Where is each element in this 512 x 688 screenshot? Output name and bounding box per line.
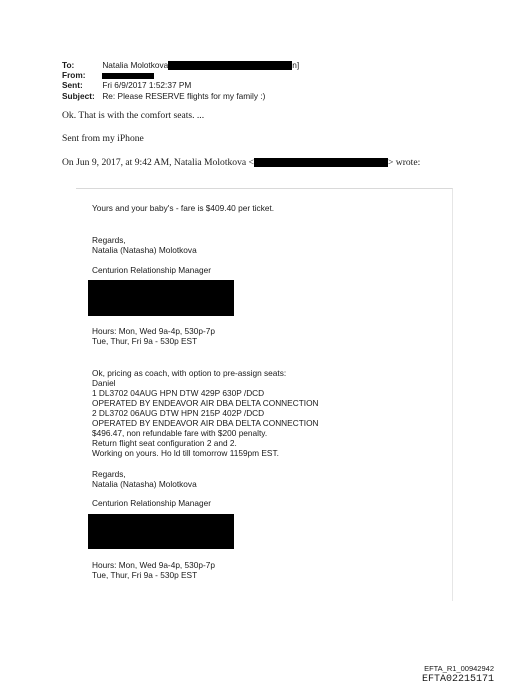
document-id: EFTA_R1_00942942 bbox=[424, 664, 494, 673]
sender-title: Centurion Relationship Manager bbox=[92, 265, 211, 275]
document-id: EFTA02215171 bbox=[421, 674, 494, 685]
quote-intro bbox=[62, 157, 420, 168]
flight-line: 2 DL3702 06AUG DTW HPN 215P 402P /DCD bbox=[92, 408, 265, 418]
to-row bbox=[62, 60, 299, 70]
to-suffix: n] bbox=[292, 60, 300, 70]
sender-name: Natalia (Natasha) Molotkova bbox=[92, 479, 197, 489]
from-row bbox=[62, 70, 299, 80]
sender-title: Centurion Relationship Manager bbox=[92, 498, 211, 508]
sent-value: Fri 6/9/2017 1:52:37 PM bbox=[102, 80, 192, 91]
hours-line: Tue, Thur, Fri 9a - 530p EST bbox=[92, 570, 198, 580]
redaction-block bbox=[168, 61, 292, 70]
signature-line: Sent from my iPhone bbox=[62, 133, 144, 144]
flight-line: 1 DL3702 04AUG HPN DTW 429P 630P /DCD bbox=[92, 388, 265, 398]
operator-line: OPERATED BY ENDEAVOR AIR DBA DELTA CONNECTION bbox=[92, 418, 319, 428]
redaction-block bbox=[102, 73, 154, 79]
subject-row bbox=[62, 91, 299, 101]
subject-value: Re: Please RESERVE flights for my family :) bbox=[102, 90, 266, 101]
price-line: $496.47, non refundable fare with $200 penalty. bbox=[92, 428, 268, 438]
hours-line: Hours: Mon, Wed 9a-4p, 530p-7p bbox=[92, 326, 215, 336]
redaction-block bbox=[88, 280, 234, 316]
reply-line: Ok. That is with the comfort seats. ... bbox=[62, 110, 205, 121]
sent-row bbox=[62, 80, 299, 90]
email-header bbox=[62, 60, 299, 101]
from-label: From: bbox=[62, 70, 86, 81]
working-line: Working on yours. Ho ld till tomorrow 1159pm EST. bbox=[92, 448, 279, 458]
subject-label: Subject: bbox=[62, 90, 95, 101]
redaction-block bbox=[254, 158, 388, 167]
to-value: Natalia Molotkova bbox=[102, 60, 169, 70]
redaction-block bbox=[88, 514, 234, 549]
pricing-line: Ok, pricing as coach, with option to pre-assign seats: bbox=[92, 368, 287, 378]
sender-name: Natalia (Natasha) Molotkova bbox=[92, 245, 197, 255]
hours-line: Tue, Thur, Fri 9a - 530p EST bbox=[92, 336, 198, 346]
hours-line: Hours: Mon, Wed 9a-4p, 530p-7p bbox=[92, 560, 215, 570]
quote-intro-text: On Jun 9, 2017, at 9:42 AM, Natalia Molotkova < bbox=[62, 157, 254, 168]
to-label: To: bbox=[62, 60, 75, 70]
regards-line: Regards, bbox=[92, 235, 126, 245]
operator-line: OPERATED BY ENDEAVOR AIR DBA DELTA CONNECTION bbox=[92, 398, 319, 408]
return-line: Return flight seat configuration 2 and 2. bbox=[92, 438, 237, 448]
passenger-name: Daniel bbox=[92, 378, 116, 388]
fare-line: Yours and your baby's - fare is $409.40 per ticket. bbox=[92, 203, 275, 213]
quote-intro-end: > wrote: bbox=[387, 157, 421, 168]
regards-line: Regards, bbox=[92, 469, 126, 479]
sent-label: Sent: bbox=[62, 80, 83, 91]
